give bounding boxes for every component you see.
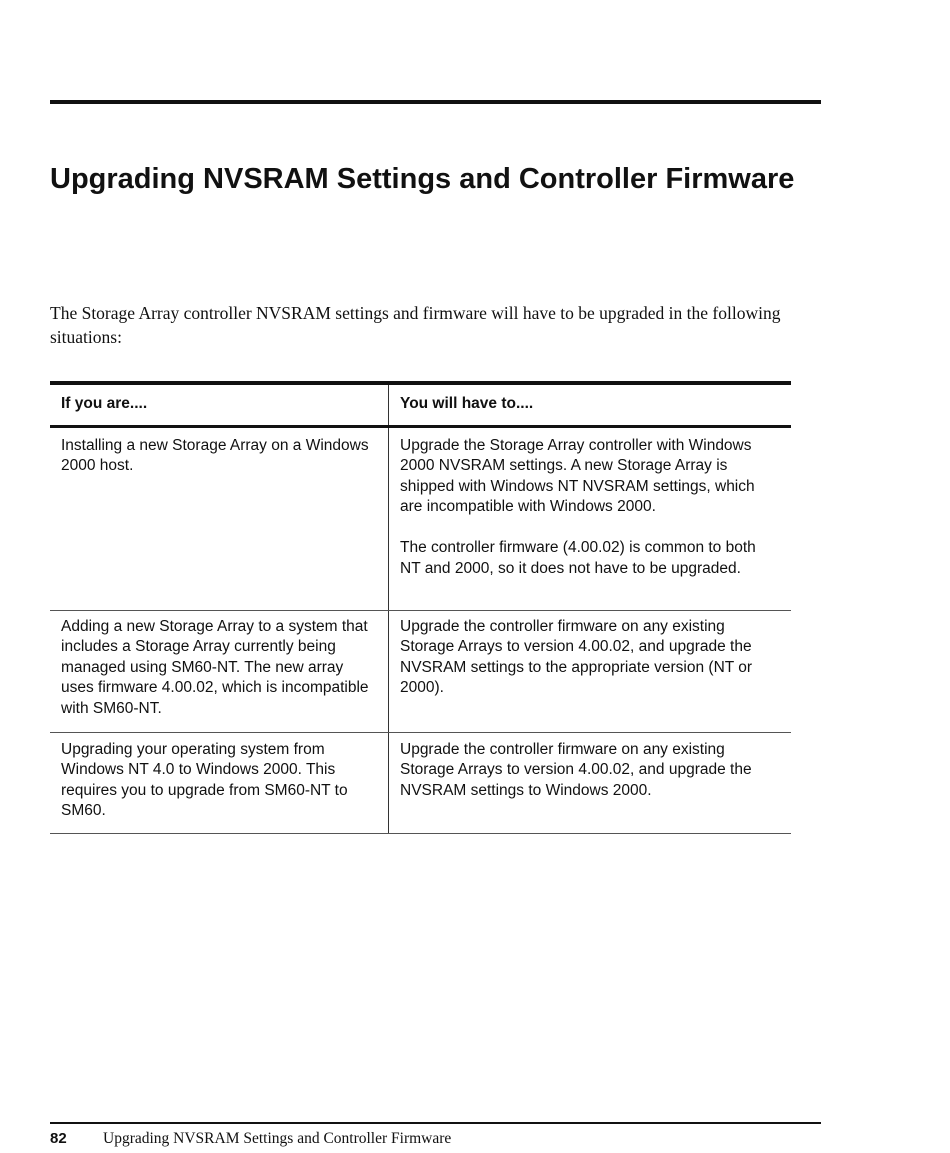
column-header-action: You will have to.... xyxy=(400,395,534,412)
situation-text: Installing a new Storage Array on a Windows 2000 host. xyxy=(61,436,369,474)
action-cell xyxy=(389,428,791,610)
action-cell xyxy=(389,733,791,833)
table-row xyxy=(50,428,791,611)
action-text: The controller firmware (4.00.02) is common to both NT and 2000, so it does not have to be upgraded. xyxy=(400,539,756,577)
column-header-situation: If you are.... xyxy=(50,385,389,425)
action-text: Upgrade the controller firmware on any existing Storage Arrays to version 4.00.02, and upgrade the NVSRAM settings to Windows 2000. xyxy=(400,740,752,799)
situations-table xyxy=(50,381,791,834)
top-rule xyxy=(50,100,821,104)
action-text: Upgrade the Storage Array controller with Windows 2000 NVSRAM settings. A new Storage Array is shipped with Windows NT NVSRAM settings, which are incompatible with Windows 2000. xyxy=(400,436,755,515)
situation-text: Adding a new Storage Array to a system that includes a Storage Array currently being managed using SM60-NT. The new array uses firmware 4.00.02, which is incompatible with SM60-NT. xyxy=(61,617,369,717)
table-row xyxy=(50,611,791,733)
running-footer-title: Upgrading NVSRAM Settings and Controller Firmware xyxy=(103,1130,452,1147)
table-header-row xyxy=(50,385,791,428)
situation-cell xyxy=(50,428,389,610)
table-row xyxy=(50,733,791,834)
action-cell xyxy=(389,611,791,732)
page-title: Upgrading NVSRAM Settings and Controller Firmware xyxy=(50,163,795,195)
situation-text: Upgrading your operating system from Windows NT 4.0 to Windows 2000. This requires you to upgrade from SM60-NT to SM60. xyxy=(61,740,348,819)
action-text: Upgrade the controller firmware on any existing Storage Arrays to version 4.00.02, and upgrade the NVSRAM settings to the appropriate version (NT or 2000). xyxy=(400,617,753,696)
situation-cell xyxy=(50,733,389,833)
footer-rule xyxy=(50,1122,821,1124)
situation-cell xyxy=(50,611,389,732)
intro-paragraph: The Storage Array controller NVSRAM settings and firmware will have to be upgraded in the following situations: xyxy=(50,303,781,347)
page-number: 82 xyxy=(50,1130,67,1147)
